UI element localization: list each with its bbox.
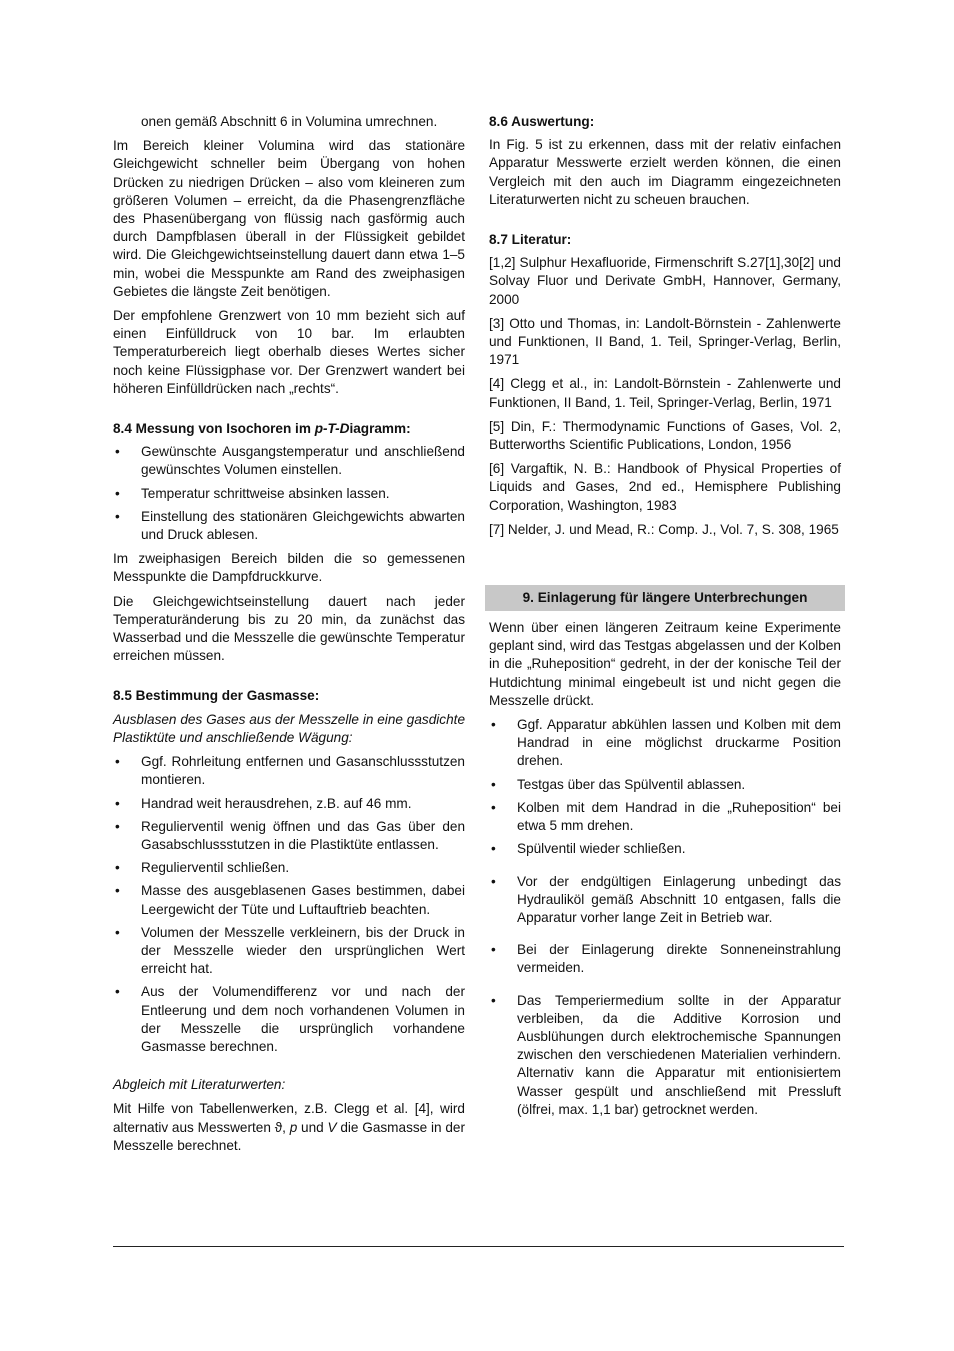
list-item: • Gewünschte Ausgangstemperatur und anschließend gewünschtes Volumen einstellen. bbox=[113, 443, 465, 479]
list-8-5 bbox=[113, 753, 465, 1056]
reference-entry: [5] Din, F.: Thermodynamic Functions of Gases, Vol. 2, Butterworths Scientific Publications, London, 1956 bbox=[489, 418, 841, 453]
left-column bbox=[113, 113, 465, 1161]
paragraph-auswertung: In Fig. 5 ist zu erkennen, dass mit der relativ einfachen Apparatur Messwerte erzielt werden können, die einen Vergleich mit den auch im Diagramm eingezeichneten Literaturwerten nicht zu scheuen brauchen. bbox=[489, 137, 841, 207]
heading-8-7: 8.7 Literatur: bbox=[489, 232, 572, 248]
italic-subheading-abgleich: Abgleich mit Literaturwerten: bbox=[113, 1077, 286, 1093]
section-9-heading-box: 9. Einlagerung für längere Unterbrechungen bbox=[485, 585, 845, 611]
reference-entry: [1,2] Sulphur Hexafluoride, Firmenschrift S.27[1],30[2] und Solvay Fluor und Derivate GmbH, Hannover, Germany, 2000 bbox=[489, 255, 841, 307]
list-item: • Temperatur schrittweise absinken lassen. bbox=[113, 485, 465, 503]
list-item: • Volumen der Messzelle verkleinern, bis der Druck in der Messzelle wieder den ursprünglichen Wert erreicht hat. bbox=[113, 924, 465, 979]
reference-entry: [6] Vargaftik, N. B.: Handbook of Physical Properties of Liquids and Gases, 2nd ed., Hemisphere Publishing Corporation, Washington, 1983 bbox=[489, 461, 841, 513]
continued-bullet-text: onen gemäß Abschnitt 6 in Volumina umrechnen. bbox=[141, 114, 438, 129]
list-item: • Aus der Volumendifferenz vor und nach der Entleerung und dem noch vorhandenen Volumen in der Messzelle die ursprünglich vorhandene Gasmasse berechnen. bbox=[113, 983, 465, 1056]
paragraph-tabellenwerke: Mit Hilfe von Tabellenwerken, z.B. Clegg et al. [4], wird alternativ aus Messwerten ϑ, p und V die Gasmasse in der Messzelle berechnet. bbox=[113, 1101, 466, 1153]
list-item: • Einstellung des stationären Gleichgewichts abwarten und Druck ablesen. bbox=[113, 508, 465, 544]
reference-entry: [7] Nelder, J. und Mead, R.: Comp. J., Vol. 7, S. 308, 1965 bbox=[489, 521, 839, 537]
list-item: • Handrad weit herausdrehen, z.B. auf 46 mm. bbox=[113, 795, 465, 813]
list-item: • Regulierventil schließen. bbox=[113, 859, 465, 877]
list-item: • Kolben mit dem Handrad in die „Ruheposition“ bei etwa 5 mm drehen. bbox=[489, 799, 841, 835]
list-item: • Masse des ausgeblasenen Gases bestimmen, dabei Leergewicht der Tüte und Luftauftrieb beachten. bbox=[113, 882, 465, 918]
list-item: • Ggf. Apparatur abkühlen lassen und Kolben mit dem Handrad in eine möglichst druckarme Position drehen. bbox=[489, 716, 841, 771]
list-item: • Ggf. Rohrleitung entfernen und Gasanschlussstutzen montieren. bbox=[113, 753, 465, 789]
paragraph-grenzwert: Der empfohlene Grenzwert von 10 mm bezieht sich auf einen Einfülldruck von 10 bar. Im erlaubten Temperaturbereich liegt oberhalb dieses Wertes sicher noch keine Flüssigphase vor. Der Grenzwert wandert bei höheren Einfülldrücken nach „rechts“. bbox=[113, 308, 465, 396]
list-8-4 bbox=[113, 443, 465, 544]
reference-entry: [3] Otto und Thomas, in: Landolt-Börnstein - Zahlenwerte und Funktionen, II Band, 1. Teil, Springer-Verlag, Berlin, 1971 bbox=[489, 315, 841, 368]
footer-rule bbox=[113, 1246, 844, 1247]
paragraph-gleichgewicht: Die Gleichgewichtseinstellung dauert nach jeder Temperaturänderung bis zu 20 min, da zunächst das Wasserbad und die Messzelle die gewünschte Temperatur erreichen müssen. bbox=[113, 593, 465, 664]
list-item: • Spülventil wieder schließen. bbox=[489, 840, 841, 858]
italic-subheading-ausblasen: Ausblasen des Gases aus der Messzelle in eine gasdichte Plastiktüte und anschließende Wägung: bbox=[113, 711, 465, 745]
list-item: • Das Temperiermedium sollte in der Apparatur verbleiben, da die Additive Korrosion und Ausblühungen durch elektrochemische Spannungen zwischen den verschiedenen Materialien verhindern. Alternativ kann die Apparatur mit entionisiertem Wasser gespült und anschließend mit Pressluft (ölfrei, max. 1,1 bar) getrocknet werden. bbox=[489, 992, 841, 1119]
paragraph-volumina: Im Bereich kleiner Volumina wird das stationäre Gleichgewicht schneller beim Übergang von hohen Drücken zu niedrigen Drücken – also vom kleineren zum größeren Volumen – erreicht, da die Phasengrenzfläche des Phasenübergang von flüssig nach gasförmig auch durch Dampfblasen überall in der Flüssigkeit gebildet wird. Die Gleichgewichtseinstellung dauert dann etwa 1–5 min, wobei die Messpunkte am Rand des zweiphasigen Gebietes die längste Zeit benötigen. bbox=[113, 138, 465, 299]
paragraph-einlagerung: Wenn über einen längeren Zeitraum keine Experimente geplant sind, wird das Testgas abgelassen und der Kolben in die „Ruheposition“ gedreht, in der der konische Teil der Hutdichtung minimal eingebeult ist und nicht gegen die Messzelle drückt. bbox=[489, 620, 841, 708]
list-item: • Vor der endgültigen Einlagerung unbedingt das Hydrauliköl gemäß Abschnitt 10 entgasen, falls die Apparatur vorher lange Zeit in Betrieb war. bbox=[489, 873, 841, 928]
reference-entry: [4] Clegg et al., in: Landolt-Börnstein - Zahlenwerte und Funktionen, II Band, 1. Teil, Springer-Verlag, Berlin, 1971 bbox=[489, 376, 841, 410]
paragraph-dampfdruck: Im zweiphasigen Bereich bilden die so gemessenen Messpunkte die Dampfdruckkurve. bbox=[113, 551, 465, 585]
heading-8-4: 8.4 Messung von Isochoren im p-T-Diagramm: bbox=[113, 421, 411, 437]
list-item: • Regulierventil wenig öffnen und das Gas über den Gasabschlussstutzen in die Plastiktüte entlassen. bbox=[113, 818, 465, 854]
heading-8-6: 8.6 Auswertung: bbox=[489, 114, 595, 129]
list-item: • Bei der Einlagerung direkte Sonneneinstrahlung vermeiden. bbox=[489, 941, 841, 977]
right-column bbox=[489, 113, 841, 1125]
list-9-spaced bbox=[489, 873, 841, 1119]
list-item: • Testgas über das Spülventil ablassen. bbox=[489, 776, 841, 794]
list-9 bbox=[489, 716, 841, 858]
heading-8-5: 8.5 Bestimmung der Gasmasse: bbox=[113, 688, 320, 704]
